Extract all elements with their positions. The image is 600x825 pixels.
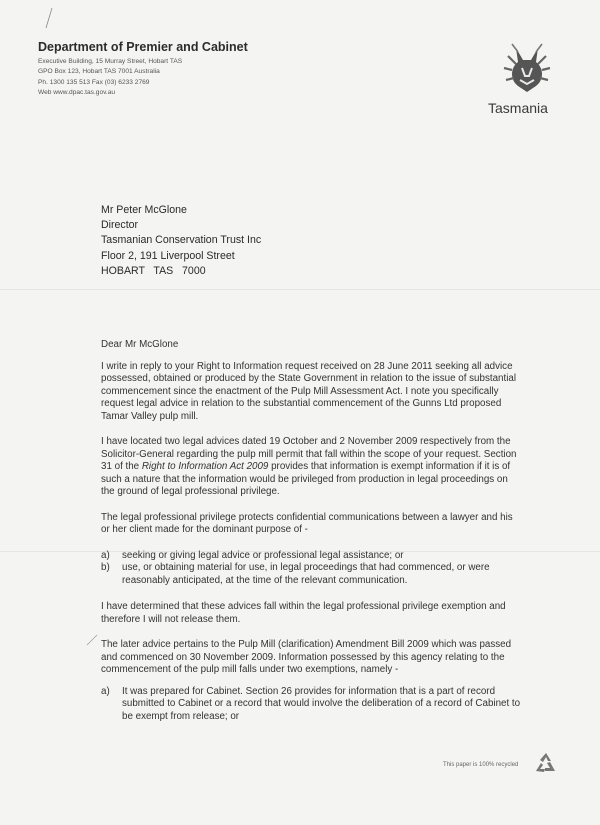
pen-mark	[44, 8, 54, 30]
privilege-list	[101, 550, 521, 588]
recycled-note: This paper is 100% recycled	[443, 762, 519, 768]
recycle-icon	[533, 751, 559, 775]
list-item	[101, 550, 521, 563]
recipient-city: HOBART TAS 7000	[101, 264, 206, 277]
list-item-text: seeking or giving legal advice or professional legal assistance; or	[122, 549, 404, 561]
paper-fold-line	[0, 289, 600, 290]
salutation: Dear Mr McGlone	[101, 339, 179, 350]
recipient-organisation: Tasmanian Conservation Trust Inc	[101, 234, 262, 247]
tasmanian-tiger-logo-icon	[498, 38, 556, 96]
recipient-title: Director	[101, 219, 139, 232]
web-line: Web www.dpac.tas.gov.au	[38, 88, 116, 96]
paragraph-request: I write in reply to your Right to Information request received on 28 June 2011 seeking all advice possessed, obtained or produced by the State Government in relation to the issue of substantial commencement since the enactment of the Pulp Mill Assessment Act. I note you specifically request legal advice in relation to the substantial commencement of the Gunns Ltd proposed Tamar Valley pulp mill.	[101, 360, 516, 422]
recipient-name: Mr Peter McGlone	[101, 204, 187, 216]
paragraph-determination: I have determined that these advices fall within the legal professional privilege exemption and therefore I will not release them.	[101, 601, 506, 625]
act-title: Right to Information Act 2009	[141, 461, 269, 472]
department-name: Department of Premier and Cabinet	[38, 40, 248, 54]
list-item-text: use, or obtaining material for use, in legal proceedings that had commenced, or were reasonably anticipated, at the time of the relevant communication.	[122, 562, 490, 586]
paragraph-advices-text: I have located two legal advices dated 19 October and 2 November 2009 respectively from the Solicitor-General regarding the pulp mill permit that fall within the scope of your request. Section 31 of the	[101, 436, 517, 472]
list-marker: b)	[101, 562, 110, 573]
list-item-text: It was prepared for Cabinet. Section 26 provides for information that is a part of record submitted to Cabinet or a record that would involve the deliberation of a record of Cabinet to be exempt from release; or	[122, 685, 521, 722]
phone-line: Ph. 1300 135 513 Fax (03) 6233 2769	[38, 78, 150, 86]
list-item	[101, 686, 521, 724]
address-line: Executive Building, 15 Murray Street, Hobart TAS	[38, 58, 183, 65]
paragraph-advices-text: provides that information is exempt information if it is of such a nature that the information would be privileged from production in legal proceedings on the ground of legal professional privilege.	[101, 461, 511, 497]
tasmania-logo	[488, 38, 568, 118]
paragraph-advices	[101, 436, 521, 499]
exemption-list	[101, 686, 521, 724]
list-marker: a)	[101, 685, 110, 697]
paragraph-privilege: The legal professional privilege protects confidential communications between a lawyer and his or her client made for the dominant purpose of -	[101, 511, 513, 535]
letterhead	[38, 40, 248, 98]
logo-wordmark: Tasmania	[488, 100, 548, 116]
letter-body	[101, 339, 521, 737]
recipient-address	[101, 203, 261, 279]
list-item	[101, 562, 521, 587]
pen-mark	[86, 634, 98, 646]
recipient-street: Floor 2, 191 Liverpool Street	[101, 249, 235, 262]
postal-line: GPO Box 123, Hobart TAS 7001 Australia	[38, 68, 160, 76]
paragraph-later-advice: The later advice pertains to the Pulp Mill (clarification) Amendment Bill 2009 which was passed and commenced on 30 November 2009. Information possessed by this agency relating to the commencement of the pulp mill falls under two exemptions, namely -	[101, 639, 512, 675]
list-marker: a)	[101, 549, 110, 561]
